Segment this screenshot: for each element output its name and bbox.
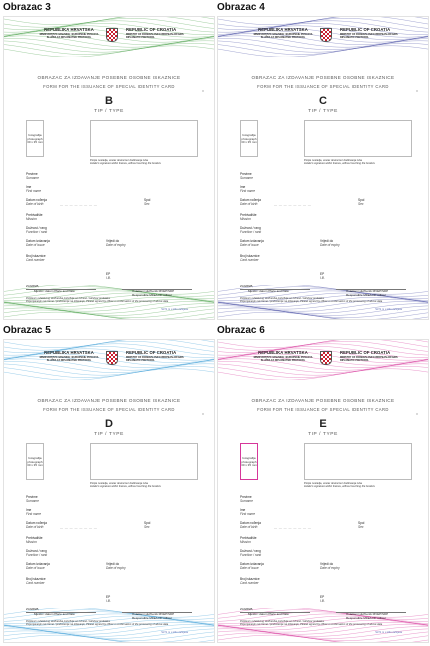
id-card-form [217, 339, 429, 643]
place-date-caption: Mjesto i datum Place and Date [248, 289, 289, 293]
officer-caption-hr: Ovlašteni službenik MVEP/SDP [132, 289, 175, 293]
field-label-en: Sex [144, 201, 150, 206]
signature-note-hr: Potpis nositelja, unutar okvira bez dodirivanja ruba [90, 482, 148, 485]
field-date-of-birth [26, 522, 47, 530]
field-label-en: Date of issue [26, 565, 45, 570]
field-sex [358, 522, 364, 530]
form-header [252, 27, 402, 45]
photo-label-hr: fotografija [242, 133, 256, 137]
form-type-letter: D [105, 418, 113, 430]
confirmation-note [240, 620, 382, 627]
field-ep [320, 273, 325, 281]
field-name [240, 186, 255, 194]
panel-label: Obrazac 3 [3, 2, 51, 13]
confirmation-note-en: Popunjavanje ove forme i podnošenje na izdavanje, Please signed by officer in confirmation of the processing of above data [26, 300, 169, 304]
field-label-en: Surname [240, 498, 253, 503]
signature-note-hr: Potpis nositelja, unutar okvira bez dodirivanja ruba [90, 159, 148, 162]
field-label-hr: Spol [358, 198, 365, 202]
tip-type-label: TIP / TYPE [308, 109, 338, 114]
field-label-hr: Dužnost / rang [240, 549, 261, 553]
place-zagreb: ZAGREB, [26, 607, 40, 611]
field-name [26, 186, 41, 194]
field-date-of-issue [26, 240, 50, 248]
photo-label-en: photograph [241, 136, 257, 141]
officer-caption-hr: Ovlašteni službenik MVEP/SDP [132, 612, 175, 616]
watermark-text: SLT1 m u stilu zahtjeva [161, 308, 188, 311]
photo-size: 30 x 35 mm [27, 140, 43, 145]
id-card-form [217, 16, 429, 320]
country-name-hr: REPUBLIKA HRVATSKA [258, 27, 308, 32]
field-surname [26, 496, 39, 504]
field-sex [358, 199, 364, 207]
field-label-hr: Prezime [240, 172, 252, 176]
field-mission [26, 537, 42, 545]
field-label-en: Surname [26, 175, 39, 180]
field-label-hr: Vrijedi do [320, 562, 334, 566]
field-label-hr: Prezime [240, 495, 252, 499]
confirmation-note-en: Popunjavanje ove forme i podnošenje na izdavanje, Please signed by officer in confirmation of the processing of above data [240, 623, 383, 627]
header-croatian [38, 27, 100, 39]
field-label-hr: Vrijedi do [106, 239, 120, 243]
country-name-hr: REPUBLIKA HRVATSKA [44, 27, 94, 32]
field-label-hr: Ime [240, 508, 246, 512]
photo-size: 30 x 35 mm [27, 463, 43, 468]
field-label-hr: Dužnost / rang [26, 226, 47, 230]
field-card-number [240, 255, 260, 263]
form-header [252, 350, 402, 368]
field-label-en: First name [26, 511, 42, 516]
field-name [26, 509, 41, 517]
field-surname [240, 496, 253, 504]
confirmation-note-hr: Potpisom ovlaštenog službenika potvrđuje se točnost i istinitost podataka. [26, 620, 111, 623]
field-label-en: Date of birth [26, 524, 44, 529]
field-label-en: Date of expiry [106, 565, 126, 570]
field-label-hr: Prebivalište [26, 536, 43, 540]
officer-caption-en: Responsible MFEA DP Officer [346, 615, 387, 620]
field-date-of-issue [240, 240, 264, 248]
field-label-en: Function / rank [240, 552, 262, 557]
tip-type-label: TIP / TYPE [308, 432, 338, 437]
signature-note-en: Holder's signature within frames, without touching the borders [304, 485, 375, 489]
field-date-of-birth [240, 199, 261, 207]
id-card-form [3, 16, 215, 320]
country-name-hr: REPUBLIKA HRVATSKA [258, 350, 308, 355]
field-label-hr: Spol [144, 521, 151, 525]
photo-box [26, 443, 44, 480]
field-label-en: Sex [358, 201, 364, 206]
field-label-en: Sex [358, 524, 364, 529]
field-label-en: Date of birth [240, 201, 258, 206]
field-function [26, 550, 47, 558]
watermark-text: SLT1 m u stilu zahtjeva [375, 631, 402, 634]
photo-box [240, 443, 258, 480]
field-label-en: Date of expiry [320, 565, 340, 570]
tip-type-label: TIP / TYPE [94, 109, 124, 114]
confirmation-note-hr: Potpisom ovlaštenog službenika potvrđuje se točnost i istinitost podataka. [26, 297, 111, 300]
panel-label: Obrazac 6 [217, 325, 265, 336]
place-zagreb: ZAGREB, [240, 607, 254, 611]
ministry-name-en: MINISTRY OF FOREIGN AND EUROPEAN AFFAIRS DIPLOMATIC PROTOCOL [126, 33, 184, 39]
field-label-hr: Datum rođenja [26, 521, 47, 525]
field-label-hr: Broj iskaznice [26, 577, 46, 581]
photo-box [26, 120, 44, 157]
field-label-en: Date of issue [26, 242, 45, 247]
signature-note-hr: Potpis nositelja, unutar okvira bez dodirivanja ruba [304, 482, 362, 485]
country-name-en: REPUBLIC OF CROATIA [126, 27, 177, 32]
field-label-hr: Broj iskaznice [240, 577, 260, 581]
officer-caption-hr: Ovlašteni službenik MVEP/SDP [346, 289, 389, 293]
form-title-en: FORM FOR THE ISSUANCE OF SPECIAL IDENTITY CARD [257, 84, 389, 89]
field-label-en: I.B. [106, 275, 111, 280]
field-label-hr: Broj iskaznice [26, 254, 46, 258]
field-surname [240, 173, 253, 181]
country-name-hr: REPUBLIKA HRVATSKA [44, 350, 94, 355]
photo-label-en: photograph [27, 459, 43, 464]
field-label-en: First name [240, 511, 256, 516]
field-date-of-expiry [320, 240, 340, 248]
signature-box [90, 443, 198, 480]
field-label-en: Date of expiry [320, 242, 340, 247]
field-label-hr: Prebivalište [26, 213, 43, 217]
photo-label-hr: fotografija [242, 456, 256, 460]
field-surname [26, 173, 39, 181]
form-title-hr: OBRAZAC ZA IZDAVANJE POSEBNE OSOBNE ISKAZNICE [37, 75, 181, 80]
ministry-name-hr: MINISTARSTVO VANJSKIH I EUROPSKIH POSLOVA SLUŽBA ZA DIPLOMATSKI PROTOKOL [253, 33, 313, 39]
field-label-hr: Ime [26, 185, 32, 189]
photo-size: 30 x 35 mm [241, 463, 257, 468]
field-label-hr: Broj iskaznice [240, 254, 260, 258]
field-label-hr: Spol [358, 521, 365, 525]
confirmation-note [240, 297, 382, 304]
field-mission [240, 537, 256, 545]
place-date-caption: Mjesto i datum Place and Date [34, 289, 75, 293]
field-label-en: Surname [26, 498, 39, 503]
header-english [126, 350, 188, 362]
field-label-en: Mission [26, 216, 37, 221]
field-label-hr: Ime [240, 185, 246, 189]
field-card-number [240, 578, 260, 586]
signature-note [304, 159, 375, 166]
field-label-en: Surname [240, 175, 253, 180]
place-date-caption: Mjesto i datum Place and Date [248, 612, 289, 616]
officer-caption-en: Responsible MFEA DP Officer [132, 615, 173, 620]
ministry-name-en: MINISTRY OF FOREIGN AND EUROPEAN AFFAIRS DIPLOMATIC PROTOCOL [126, 356, 184, 362]
page-number: 0 [201, 90, 206, 92]
field-label-hr: Spol [144, 198, 151, 202]
form-header [38, 27, 188, 45]
header-croatian [252, 27, 314, 39]
field-label-hr: Vrijedi do [106, 562, 120, 566]
field-date-of-birth [240, 522, 261, 530]
photo-label-en: photograph [241, 459, 257, 464]
officer-caption-en: Responsible MFEA DP Officer [346, 292, 387, 297]
watermark-text: SLT1 m u stilu zahtjeva [375, 308, 402, 311]
panel-obrazac-5 [3, 325, 215, 645]
field-card-number [26, 255, 46, 263]
country-name-en: REPUBLIC OF CROATIA [126, 350, 177, 355]
photo-label-hr: fotografija [28, 133, 42, 137]
form-type-letter: C [319, 95, 327, 107]
form-type-letter: B [105, 95, 113, 107]
page-number: 0 [201, 413, 206, 415]
country-name-en: REPUBLIC OF CROATIA [340, 350, 391, 355]
field-label-hr: Datum izdavanja [240, 239, 264, 243]
tip-type-label: TIP / TYPE [94, 432, 124, 437]
field-ep [106, 273, 111, 281]
croatian-coat-of-arms-icon [106, 351, 118, 365]
page-number: 0 [415, 413, 420, 415]
field-label-en: First name [240, 188, 256, 193]
header-english [126, 27, 188, 39]
field-label-hr: Datum rođenja [26, 198, 47, 202]
croatian-coat-of-arms-icon [320, 351, 332, 365]
date-of-birth-dashes: — — — — — — — — [274, 203, 312, 207]
photo-caption [27, 457, 43, 468]
croatian-coat-of-arms-icon [106, 28, 118, 42]
date-of-birth-dashes: — — — — — — — — [60, 526, 98, 530]
panel-label: Obrazac 5 [3, 325, 51, 336]
watermark-text: SLT1 m u stilu zahtjeva [161, 631, 188, 634]
field-label-hr: Ime [26, 508, 32, 512]
field-label-hr: EP [106, 595, 111, 599]
photo-caption [27, 134, 43, 145]
place-zagreb: ZAGREB, [240, 284, 254, 288]
confirmation-note-en: Popunjavanje ove forme i podnošenje na izdavanje, Please signed by officer in confirmation of the processing of above data [26, 623, 169, 627]
photo-box [240, 120, 258, 157]
field-label-hr: Datum izdavanja [240, 562, 264, 566]
panel-obrazac-4 [217, 2, 429, 322]
field-label-en: Date of issue [240, 242, 259, 247]
field-label-en: Sex [144, 524, 150, 529]
header-croatian [38, 350, 100, 362]
field-label-hr: Prebivalište [240, 213, 257, 217]
ministry-name-en: MINISTRY OF FOREIGN AND EUROPEAN AFFAIRS DIPLOMATIC PROTOCOL [340, 356, 398, 362]
signature-box [304, 443, 412, 480]
field-label-en: Function / rank [26, 229, 48, 234]
field-label-en: I.B. [106, 598, 111, 603]
panel-label: Obrazac 4 [217, 2, 265, 13]
field-label-en: Card number [240, 257, 259, 262]
photo-caption [241, 457, 257, 468]
field-sex [144, 199, 150, 207]
photo-size: 30 x 35 mm [241, 140, 257, 145]
place-date-caption: Mjesto i datum Place and Date [34, 612, 75, 616]
field-label-en: Mission [26, 539, 37, 544]
confirmation-note [26, 297, 168, 304]
page-number: 0 [415, 90, 420, 92]
signature-note-en: Holder's signature within frames, without touching the borders [90, 162, 161, 166]
form-header [38, 350, 188, 368]
field-label-en: I.B. [320, 598, 325, 603]
header-croatian [252, 350, 314, 362]
photo-caption [241, 134, 257, 145]
form-title-en: FORM FOR THE ISSUANCE OF SPECIAL IDENTITY CARD [43, 84, 175, 89]
officer-caption-hr: Ovlašteni službenik MVEP/SDP [346, 612, 389, 616]
header-english [340, 350, 402, 362]
officer-caption-en: Responsible MFEA DP Officer [132, 292, 173, 297]
id-card-form [3, 339, 215, 643]
signature-note [90, 159, 161, 166]
field-mission [240, 214, 256, 222]
field-function [240, 550, 261, 558]
field-label-en: Card number [26, 580, 45, 585]
field-date-of-expiry [320, 563, 340, 571]
field-ep [320, 596, 325, 604]
field-label-hr: EP [320, 272, 325, 276]
date-of-birth-dashes: — — — — — — — — [60, 203, 98, 207]
field-label-en: Function / rank [240, 229, 262, 234]
photo-label-en: photograph [27, 136, 43, 141]
field-date-of-expiry [106, 563, 126, 571]
form-title-hr: OBRAZAC ZA IZDAVANJE POSEBNE OSOBNE ISKAZNICE [37, 398, 181, 403]
date-of-birth-dashes: — — — — — — — — [274, 526, 312, 530]
field-label-hr: Prezime [26, 495, 38, 499]
country-name-en: REPUBLIC OF CROATIA [340, 27, 391, 32]
field-label-hr: Dužnost / rang [240, 226, 261, 230]
place-zagreb: ZAGREB, [26, 284, 40, 288]
confirmation-note [26, 620, 168, 627]
panel-obrazac-6 [217, 325, 429, 645]
form-title-hr: OBRAZAC ZA IZDAVANJE POSEBNE OSOBNE ISKAZNICE [251, 75, 395, 80]
field-label-en: I.B. [320, 275, 325, 280]
field-label-en: Date of birth [240, 524, 258, 529]
confirmation-note-hr: Potpisom ovlaštenog službenika potvrđuje se točnost i istinitost podataka. [240, 297, 325, 300]
signature-note-en: Holder's signature within frames, without touching the borders [304, 162, 375, 166]
field-label-en: Function / rank [26, 552, 48, 557]
form-type-letter: E [319, 418, 327, 430]
field-label-en: Card number [26, 257, 45, 262]
field-label-hr: Datum rođenja [240, 198, 261, 202]
field-function [26, 227, 47, 235]
field-label-en: Date of expiry [106, 242, 126, 247]
field-label-en: Mission [240, 216, 251, 221]
field-label-hr: Prebivalište [240, 536, 257, 540]
field-mission [26, 214, 42, 222]
confirmation-note-hr: Potpisom ovlaštenog službenika potvrđuje se točnost i istinitost podataka. [240, 620, 325, 623]
field-date-of-birth [26, 199, 47, 207]
signature-box [90, 120, 198, 157]
signature-note-hr: Potpis nositelja, unutar okvira bez dodirivanja ruba [304, 159, 362, 162]
field-label-en: Date of issue [240, 565, 259, 570]
field-function [240, 227, 261, 235]
ministry-name-hr: MINISTARSTVO VANJSKIH I EUROPSKIH POSLOVA SLUŽBA ZA DIPLOMATSKI PROTOKOL [253, 356, 313, 362]
field-label-en: Card number [240, 580, 259, 585]
field-date-of-issue [26, 563, 50, 571]
field-label-hr: Datum izdavanja [26, 239, 50, 243]
form-title-hr: OBRAZAC ZA IZDAVANJE POSEBNE OSOBNE ISKAZNICE [251, 398, 395, 403]
field-label-hr: EP [106, 272, 111, 276]
panel-obrazac-3 [3, 2, 215, 322]
signature-note [304, 482, 375, 489]
field-label-hr: Datum izdavanja [26, 562, 50, 566]
header-english [340, 27, 402, 39]
field-sex [144, 522, 150, 530]
form-title-en: FORM FOR THE ISSUANCE OF SPECIAL IDENTITY CARD [43, 407, 175, 412]
form-title-en: FORM FOR THE ISSUANCE OF SPECIAL IDENTITY CARD [257, 407, 389, 412]
croatian-coat-of-arms-icon [320, 28, 332, 42]
field-date-of-expiry [106, 240, 126, 248]
confirmation-note-en: Popunjavanje ove forme i podnošenje na izdavanje, Please signed by officer in confirmation of the processing of above data [240, 300, 383, 304]
field-label-hr: Vrijedi do [320, 239, 334, 243]
field-label-hr: Datum rođenja [240, 521, 261, 525]
field-label-hr: EP [320, 595, 325, 599]
field-label-hr: Prezime [26, 172, 38, 176]
field-ep [106, 596, 111, 604]
field-date-of-issue [240, 563, 264, 571]
photo-label-hr: fotografija [28, 456, 42, 460]
ministry-name-hr: MINISTARSTVO VANJSKIH I EUROPSKIH POSLOVA SLUŽBA ZA DIPLOMATSKI PROTOKOL [39, 356, 99, 362]
field-label-hr: Dužnost / rang [26, 549, 47, 553]
signature-box [304, 120, 412, 157]
field-label-en: Mission [240, 539, 251, 544]
signature-note [90, 482, 161, 489]
signature-note-en: Holder's signature within frames, without touching the borders [90, 485, 161, 489]
ministry-name-hr: MINISTARSTVO VANJSKIH I EUROPSKIH POSLOVA SLUŽBA ZA DIPLOMATSKI PROTOKOL [39, 33, 99, 39]
field-card-number [26, 578, 46, 586]
ministry-name-en: MINISTRY OF FOREIGN AND EUROPEAN AFFAIRS DIPLOMATIC PROTOCOL [340, 33, 398, 39]
field-label-en: Date of birth [26, 201, 44, 206]
field-label-en: First name [26, 188, 42, 193]
field-name [240, 509, 255, 517]
